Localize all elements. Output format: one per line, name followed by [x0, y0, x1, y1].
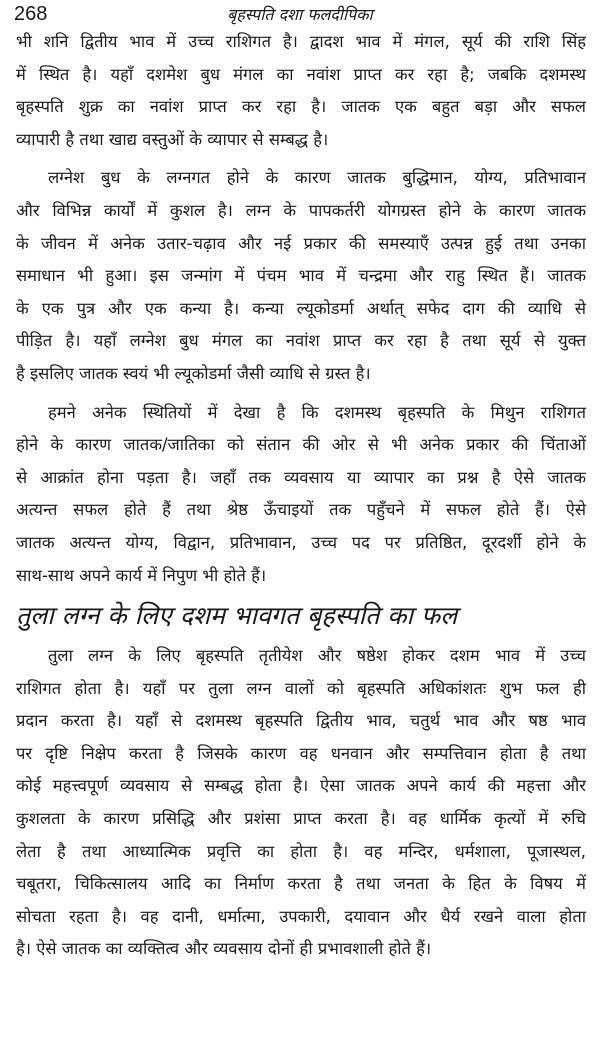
text-line: है इसलिए जातक स्वयं भी ल्यूकोडर्मा जैसी व्याधि से ग्रस्त है। — [16, 363, 371, 383]
paragraph-3 — [16, 397, 586, 593]
text-line: के एक पुत्र और एक कन्या है। कन्या ल्यूकोडर्मा अर्थात् सफेद दाग की व्याधि से — [16, 298, 586, 318]
text-line: प्रदान करता है। यहाँ से दशमस्थ बृहस्पति द्वितीय भाव, चतुर्थ भाव और षष्ठ भाव — [16, 711, 586, 731]
text-line: बृहस्पति शुक्र का नवांश प्राप्त कर रहा है। जातक एक बहुत बड़ा और सफल — [16, 97, 586, 117]
text-line: और विभिन्न कार्यों में कुशल है। लग्न के पापकर्तरी योगग्रस्त होने के कारण जातक — [16, 200, 586, 220]
text-line: भी शनि द्वितीय भाव में उच्च राशिगत है। द्वादश भाव में मंगल, सूर्य की राशि सिंह — [16, 32, 586, 51]
text-line: में स्थित है। यहाँ दशमेश बुध मंगल का नवांश प्राप्त कर रहा है; जबकि दशमस्थ — [16, 64, 586, 84]
page-header — [0, 0, 600, 26]
text-line: कोई महत्त्वपूर्ण व्यवसाय से सम्बद्ध होता है। ऐसा जातक अपने कार्य की महत्ता और — [16, 776, 586, 796]
text-line: लग्नेश बुध के लग्नगत होने के कारण जातक बुद्धिमान, योग्य, प्रतिभावान — [48, 168, 586, 188]
text-line: अत्यन्त सफल होते हैं तथा श्रेष्ठ ऊँचाइयों तक पहुँचने में सफल होते हैं। ऐसे — [16, 500, 586, 520]
text-line: कुशलता के कारण प्रसिद्धि और प्रशंसा प्राप्त करता है। वह धार्मिक कृत्यों में रुचि — [16, 809, 586, 829]
text-line: साथ-साथ अपने कार्य में निपुण भी होते हैं। — [16, 565, 267, 585]
text-line: तुला लग्न के लिए बृहस्पति तृतीयेश और षष्ठेश होकर दशम भाव में उच्च — [48, 646, 586, 666]
text-line: जातक अत्यन्त योग्य, विद्वान, प्रतिभावान, उच्च पद पर प्रतिष्ठित, दूरदर्शी होने के — [16, 532, 586, 552]
text-line: सोचता रहता है। वह दानी, धर्मात्मा, उपकारी, दयावान और धैर्य रखने वाला होता — [16, 906, 586, 926]
text-line: पर दृष्टि निक्षेप करता है जिसके कारण वह धनवान और सम्पत्तिवान होता है तथा — [16, 743, 586, 763]
text-line: चबूतरा, चिकित्सालय आदि का निर्माण करता है तथा जनता के हित के विषय में — [16, 874, 586, 894]
paragraph-1 — [16, 26, 586, 156]
running-title: बृहस्पति दशा फलदीपिका — [227, 5, 373, 24]
paragraph-2 — [16, 162, 586, 390]
text-line: व्यापारी है तथा खाद्य वस्तुओं के व्यापार से सम्बद्ध है। — [16, 129, 329, 149]
page-body — [0, 26, 600, 966]
text-line: से आक्रांत होना पड़ता है। जहाँ तक व्यवसाय या व्यापार का प्रश्न है ऐसे जातक — [16, 467, 586, 487]
text-line: पीड़ित है। यहाँ लग्नेश बुध मंगल का नवांश प्राप्त कर रहा है तथा सूर्य से युक्त — [16, 331, 586, 351]
text-line: समाधान भी हुआ। इस जन्मांग में पंचम भाव में चन्द्रमा और राहु स्थित हैं। जातक — [16, 266, 586, 286]
text-line: लेता है तथा आध्यात्मिक प्रवृत्ति का होता है। वह मन्दिर, धर्मशाला, पूजास्थल, — [16, 841, 586, 861]
text-line: राशिगत होता है। यहाँ पर तुला लग्न वालों को बृहस्पति अधिकांशतः शुभ फल ही — [16, 678, 586, 698]
section-paragraph — [16, 640, 586, 966]
page-number: 268 — [14, 3, 48, 25]
text-line: होने के कारण जातक/जातिका को संतान की ओर से भी अनेक प्रकार की चिंताओं — [16, 435, 586, 455]
text-line: हमने अनेक स्थितियों में देखा है कि दशमस्थ बृहस्पति के मिथुन राशिगत — [48, 402, 586, 422]
text-line: के जीवन में अनेक उतार-चढ़ाव और नई प्रकार की समस्याएँ उत्पन्न हुई तथा उनका — [16, 233, 586, 253]
section-heading: तुला लग्न के लिए दशम भावगत बृहस्पति का फल — [16, 601, 458, 631]
text-line: है। ऐसे जातक का व्यक्तित्व और व्यवसाय दोनों ही प्रभावशाली होते हैं। — [16, 939, 432, 959]
